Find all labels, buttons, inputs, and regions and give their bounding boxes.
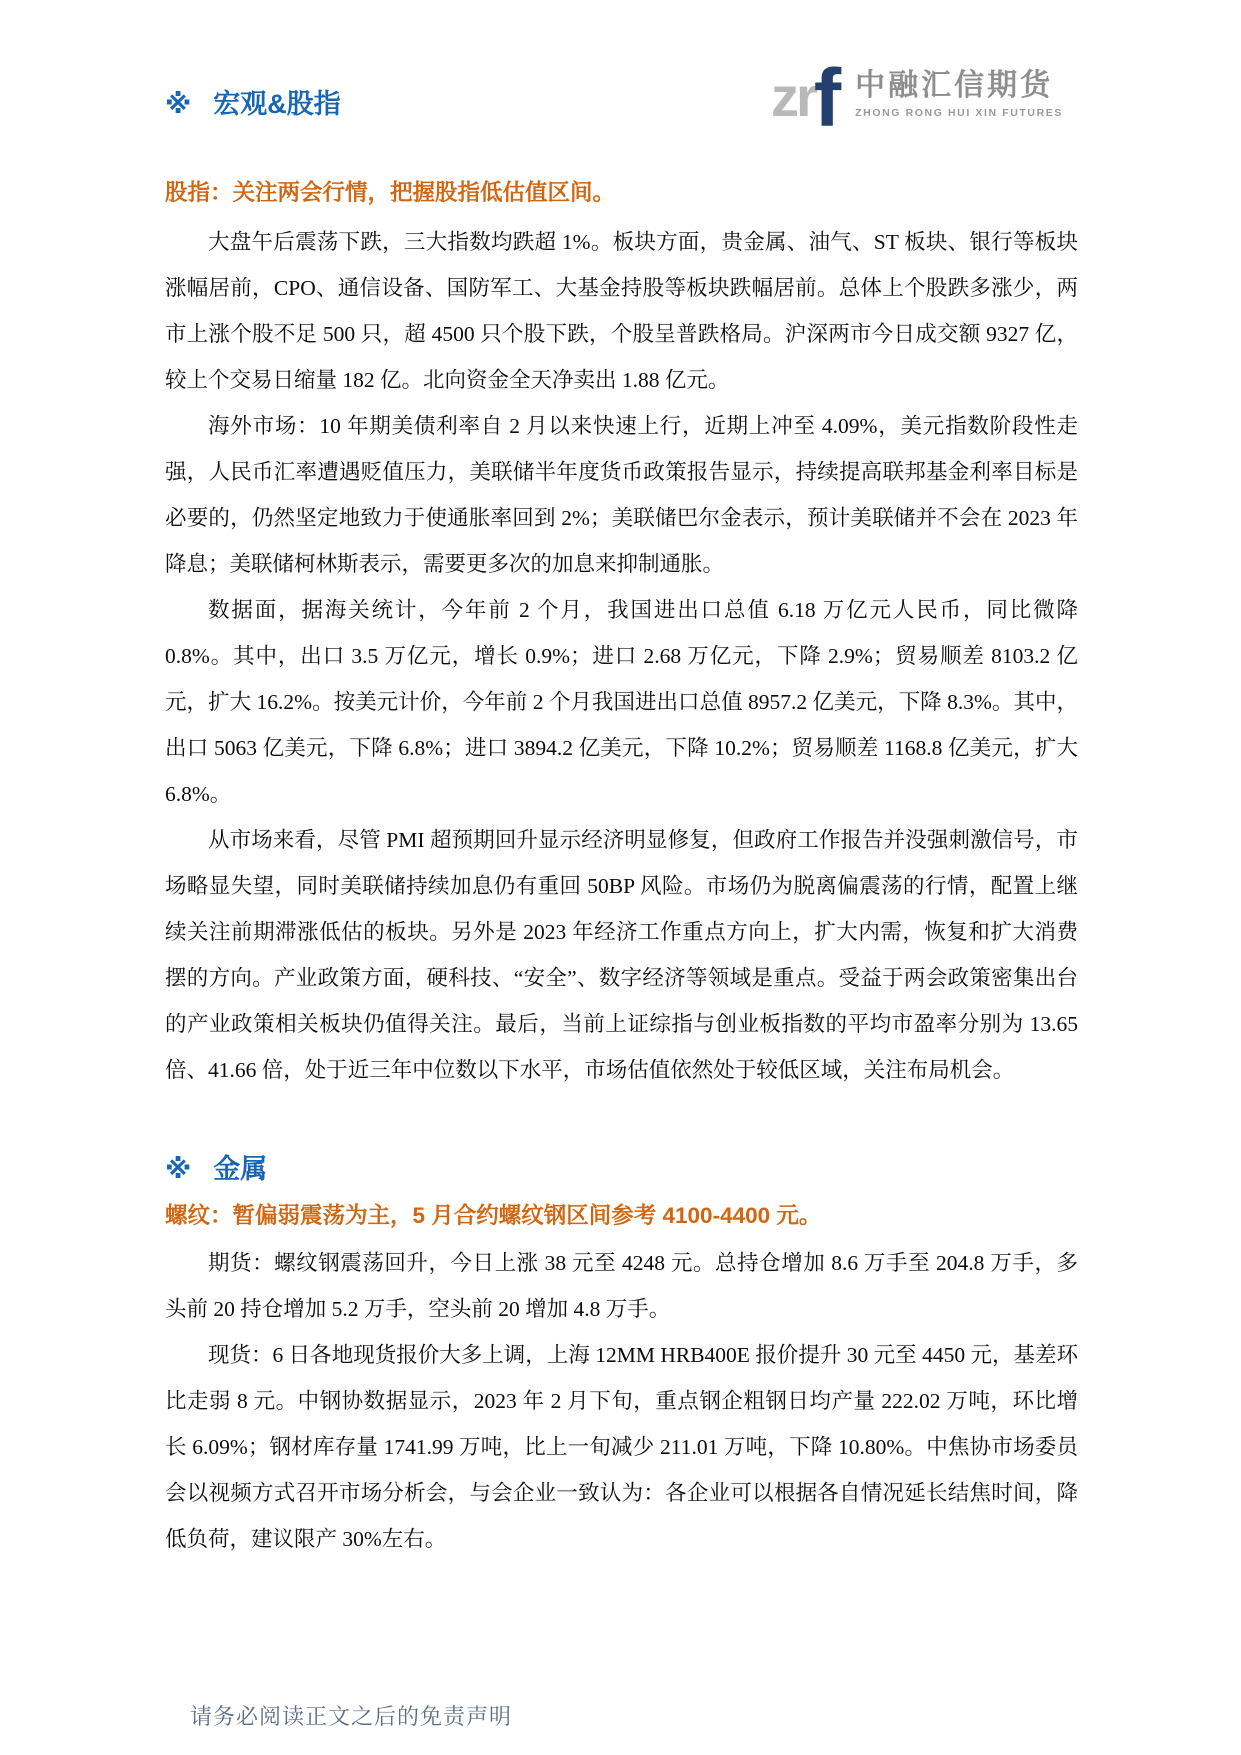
section-macro-equity-index — [165, 88, 1078, 1093]
logo-zr-text: zr — [771, 65, 815, 128]
logo-company-name-cn: 中融汇信期货 — [855, 68, 1054, 102]
metal-subtitle: 螺纹：暂偏弱震荡为主，5 月合约螺纹钢区间参考 4100-4400 元。 — [165, 1202, 822, 1228]
section-metals — [165, 1153, 1078, 1562]
company-logo — [771, 48, 1063, 144]
section-marker-icon: ※ — [165, 89, 192, 119]
section-title-text: 金属 — [213, 1154, 268, 1184]
metal-paragraph-futures: 期货：螺纹钢震荡回升，今日上涨 38 元至 4248 元。总持仓增加 8.6 万手至 204.8 万手，多头前 20 持仓增加 5.2 万手，空头前 20 增加 4.8 万手。 — [165, 1251, 1078, 1321]
section-title-metals — [165, 1153, 1078, 1187]
logo-names — [855, 60, 1063, 119]
logo-mark — [771, 48, 842, 144]
macro-subtitle: 股指：关注两会行情，把握股指低估值区间。 — [165, 179, 616, 205]
disclaimer-note: 请务必阅读正文之后的免责声明 — [190, 1704, 513, 1729]
logo-company-name-en: ZHONG RONG HUI XIN FUTURES — [855, 106, 1063, 119]
logo-f-text: f — [813, 53, 842, 144]
macro-paragraph-outlook: 从市场来看，尽管 PMI 超预期回升显示经济明显修复，但政府工作报告并没强刺激信号，市场略显失望，同时美联储持续加息仍有重回 50BP 风险。市场仍为脱离偏震荡的行情，配置上继续关注前期滞涨低估的板块。另外是 2023 年经济工作重点方向上，扩大内需，恢复和扩大消费摆的方向。产业政策方面，硬科技、“安全”、数字经济等领域是重点。受益于两会政策密集出台的产业政策相关板块仍值得关注。最后，当前上证综指与创业板指数的平均市盈率分别为 13.65 倍、41.66 倍，处于近三年中位数以下水平，市场估值依然处于较低区域，关注布局机会。 — [165, 828, 1078, 1082]
macro-paragraph-market: 大盘午后震荡下跌，三大指数均跌超 1%。板块方面，贵金属、油气、ST 板块、银行等板块涨幅居前，CPO、通信设备、国防军工、大基金持股等板块跌幅居前。总体上个股跌多涨少，两市上涨个股不足 500 只，超 4500 只个股下跌，个股呈普跌格局。沪深两市今日成交额 9327 亿，较上个交易日缩量 182 亿。北向资金全天净卖出 1.88 亿元。 — [165, 230, 1078, 392]
macro-paragraph-overseas: 海外市场：10 年期美债利率自 2 月以来快速上行，近期上冲至 4.09%，美元指数阶段性走强，人民币汇率遭遇贬值压力，美联储半年度货币政策报告显示，持续提高联邦基金利率目标是必要的，仍然坚定地致力于使通胀率回到 2%；美联储巴尔金表示，预计美联储并不会在 2023 年降息；美联储柯林斯表示，需要更多次的加息来抑制通胀。 — [165, 414, 1078, 576]
metal-paragraph-spot: 现货：6 日各地现货报价大多上调，上海 12MM HRB400E 报价提升 30 元至 4450 元，基差环比走弱 8 元。中钢协数据显示，2023 年 2 月下旬，重点钢企粗钢日均产量 222.02 万吨，环比增长 6.09%；钢材库存量 1741.99 万吨，比上一旬减少 211.01 万吨，下降 10.80%。中焦协市场委员会以视频方式召开市场分析会，与会企业一致认为：各企业可以根据各自情况延长结焦时间，降低负荷，建议限产 30%左右。 — [165, 1343, 1078, 1551]
section-marker-icon: ※ — [165, 1154, 192, 1184]
section-title-text: 宏观&股指 — [213, 89, 341, 119]
macro-paragraph-data: 数据面，据海关统计，今年前 2 个月，我国进出口总值 6.18 万亿元人民币，同比微降 0.8%。其中，出口 3.5 万亿元，增长 0.9%；进口 2.68 万亿元，下降 2.9%；贸易顺差 8103.2 亿元，扩大 16.2%。按美元计价，今年前 2 个月我国进出口总值 8957.2 亿美元，下降 8.3%。其中，出口 5063 亿美元，下降 6.8%；进口 3894.2 亿美元，下降 10.2%；贸易顺差 1168.8 亿美元，扩大 6.8%。 — [165, 598, 1078, 806]
